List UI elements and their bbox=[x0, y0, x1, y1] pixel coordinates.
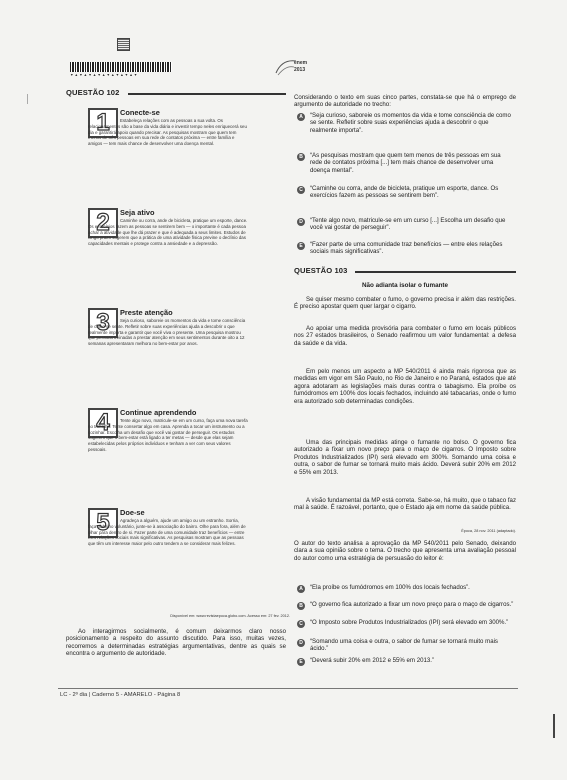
article-paragraph-3: Em pelo menos um aspecto a MP 540/2011 é ainda mais rigorosa que as medidas em vigor em São Paulo, no Rio de Janeiro e no Paraná, estados que até agora adotaram as legislações mais duras contra o tabagismo. Ela proíbe os fumódromos em 100% dos locais fechados, incluindo até tabacarias, onde o fumo era autorizado sob determinadas condições. bbox=[294, 368, 516, 405]
article-paragraph-4: Uma das principais medidas atinge o fumante no bolso. O governo fica autorizado a fixar um novo preço para o maço de cigarros. O Imposto sobre Produtos Industrializados (IPI) será elevado em 300%. Somando uma coisa e outra, o sabor de fumar se tornará muito mais ácido. Deverá subir 20% em 2012 e 55% em 2013. bbox=[294, 439, 516, 476]
step-2-title: Seja ativo bbox=[120, 208, 155, 217]
q102-option-c-text[interactable]: “Caminhe ou corra, ande de bicicleta, pratique um esporte, dance. Os exercícios fazem as pessoas se sentirem bem”. bbox=[310, 185, 499, 200]
q102-option-d-bullet[interactable]: D bbox=[297, 218, 305, 226]
q103-option-c-bullet[interactable]: C bbox=[297, 620, 305, 628]
footer-rule bbox=[58, 688, 518, 689]
q102-option-a-bullet[interactable]: A bbox=[297, 113, 305, 121]
article-paragraph-5: A visão fundamental da MP está correta. Sabe-se, há muito, que o tabaco faz mal à saúde. É razoável, portanto, que o Estado aja em nome da saúde pública. bbox=[294, 497, 516, 512]
step-3-text: Seja curioso, saboreie os momentos da vida e tome consciência de como se sente. Refletir sobre suas experiências ajuda a descobrir o que realmente importa e garantir que você viva o presente. Uma pesquisa mostrou que pessoas treinadas a prestar atenção em seus sentimentos durante oito a 12 semanas apresentaram melhora no bem-estar por anos. bbox=[88, 318, 246, 347]
enem-logo-text: enem bbox=[294, 60, 308, 66]
enem-logo bbox=[272, 55, 312, 79]
article-paragraph-2: Ao apoiar uma medida provisória para combater o fumo em locais públicos nos 27 estados brasileiros, o Senado reafirmou um valor fundamental: a defesa da saúde e da vida. bbox=[294, 325, 516, 347]
q103-option-a-text[interactable]: “Ela proíbe os fumódromos em 100% dos locais fechados”. bbox=[310, 584, 470, 591]
question-103-rule bbox=[355, 271, 516, 273]
q103-option-b-text[interactable]: “O governo fica autorizado a fixar um novo preço para o maço de cigarros.” bbox=[310, 601, 514, 608]
step-4-title: Continue aprendendo bbox=[120, 408, 197, 417]
q103-option-b-bullet[interactable]: B bbox=[297, 602, 305, 610]
q103-option-a-bullet[interactable]: A bbox=[297, 585, 305, 593]
q103-option-c-text[interactable]: “O Imposto sobre Produtos Industrializados (IPI) será elevado em 300%.” bbox=[310, 619, 509, 626]
q103-option-d-text[interactable]: “Somando uma coisa e outra, o sabor de fumar se tornará muito mais ácido.” bbox=[310, 638, 498, 653]
step-1-number: 1 bbox=[88, 108, 118, 138]
step-3-title: Preste atenção bbox=[120, 308, 173, 317]
scan-mark-left bbox=[27, 94, 28, 104]
q102-option-e-text[interactable]: “Fazer parte de uma comunidade traz benefícios — entre eles relações sociais mais significativas”. bbox=[310, 241, 503, 256]
q102-option-e-bullet[interactable]: E bbox=[297, 242, 305, 250]
q103-option-e-text[interactable]: “Deverá subir 20% em 2012 e 55% em 2013.” bbox=[310, 657, 434, 664]
q103-option-d-bullet[interactable]: D bbox=[297, 639, 305, 647]
footer-text: LC - 2º dia | Caderno 5 - AMARELO - Página 8 bbox=[60, 692, 181, 698]
page-header bbox=[0, 0, 567, 90]
step-2-text: Caminhe ou corra, ande de bicicleta, pratique um esporte, dance. Os exercícios fazem as pessoas se sentirem bem — o importante é cada pessoa achar a atividade que lhe dá prazer e que é adequada a seus limites. Estudos de longo prazo sugerem que a prática de uma atividade física previne o declínio das capacidades mentais e protege contra a ansiedade e a depressão. bbox=[88, 218, 248, 247]
q102-prompt: Considerando o texto em suas cinco partes, constata-se que há o emprego de argumento de autoridade no trecho: bbox=[294, 94, 516, 109]
q102-option-d-text[interactable]: “Tente algo novo, matricule-se em um curso [...] Escolha um desafio que você vai gostar de perseguir”. bbox=[310, 217, 506, 232]
step-5-title: Doe-se bbox=[120, 508, 145, 517]
article-title: Não adianta isolar o fumante bbox=[361, 282, 449, 289]
step-5-text: Agradeça a alguém, ajude um amigo ou um estranho. Sorria, faça trabalho voluntário, junte-se à associação do bairro. Olhe para fora, além de olhar para dentro de si. Fazer parte de uma comunidade traz benefícios — entre eles relações sociais mais significativas. As pesquisas mostram que as pessoas que têm um interesse maior pelo outro tendem a se considerar mais felizes. bbox=[88, 518, 246, 547]
step-5-number: 5 bbox=[88, 508, 118, 538]
enem-logo-swirl-icon bbox=[272, 55, 312, 79]
article-paragraph-1: Se quiser mesmo combater o fumo, o governo precisa ir além das restrições. É preciso apostar quem quer largar o cigarro. bbox=[294, 296, 516, 311]
barcode bbox=[70, 62, 172, 72]
barcode-square-icon bbox=[117, 38, 130, 51]
step-3-number: 3 bbox=[88, 308, 118, 338]
q102-option-a-text[interactable]: “Seja curioso, saboreie os momentos da vida e tome consciência de como se sente. Refletir sobre suas experiências ajuda a descobrir o que realmente importa”. bbox=[310, 112, 511, 134]
step-1-title: Conecte-se bbox=[120, 108, 160, 117]
question-103-title: QUESTÃO 103 bbox=[294, 266, 348, 275]
step-2-number: 2 bbox=[88, 208, 118, 238]
question-102-rule bbox=[128, 93, 286, 95]
q102-intro: Ao interagirmos socialmente, é comum deixarmos claro nosso posicionamento a respeito do assunto discutido. Para isso, muitas vezes, recorremos a determinadas estratégias argumentativas, dentre as quais se encontra o argumento de autoridade. bbox=[66, 628, 286, 658]
q102-source: Disponível em: www.revistaepoca.globo.com. Acesso em: 27 fev. 2012. bbox=[170, 614, 290, 618]
question-102-title: QUESTÃO 102 bbox=[66, 88, 120, 97]
q103-option-e-bullet[interactable]: E bbox=[297, 658, 305, 666]
step-4-number: 4 bbox=[88, 408, 118, 438]
q103-prompt: O autor do texto analisa a aprovação da MP 540/2011 pelo Senado, deixando clara a sua opinião sobre o tema. O trecho que apresenta uma avaliação pessoal do autor como uma estratégia de persuasão do leitor é: bbox=[294, 540, 516, 562]
step-1-text: Estabeleça relações com as pessoas a sua volta. Os relacionamentos são a base da vida diária e investir tempo neles enriquecerá seu dia e garantirá apoio quando precisar. As pesquisas mostram que quem tem menos de três pessoas em sua rede de contatos próxima — entre família e amigos — tem mais chance de desenvolver uma doença mental. bbox=[88, 118, 247, 147]
q102-option-c-bullet[interactable]: C bbox=[297, 186, 305, 194]
scan-mark-right bbox=[553, 714, 555, 738]
barcode-text: ▼▲▼▲▼▲▼▲▼▲▼▲▼▲▼ bbox=[70, 73, 139, 77]
q102-option-b-bullet[interactable]: B bbox=[297, 153, 305, 161]
q103-source: Época, 28 nov. 2011 (adaptado). bbox=[461, 529, 516, 533]
exam-year: 2013 bbox=[294, 67, 306, 73]
step-4-text: Tente algo novo, matricule-se em um curso, faça uma nova tarefa no trabalho. Tente consertar algo em casa. Aprenda a tocar um instrumento ou a cozinhar. Escolha um desafio que você vai gostar de perseguir. Os estudos sugerem que o bem-estar está ligado a ter metas — desde que elas sejam estabelecidas pelos próprios indivíduos e tenham a ver com seus valores pessoais. bbox=[88, 418, 248, 452]
q102-option-b-text[interactable]: “As pesquisas mostram que quem tem menos de três pessoas em sua rede de contatos próxima [...] tem mais chance de desenvolver uma doença mental”. bbox=[310, 152, 501, 174]
